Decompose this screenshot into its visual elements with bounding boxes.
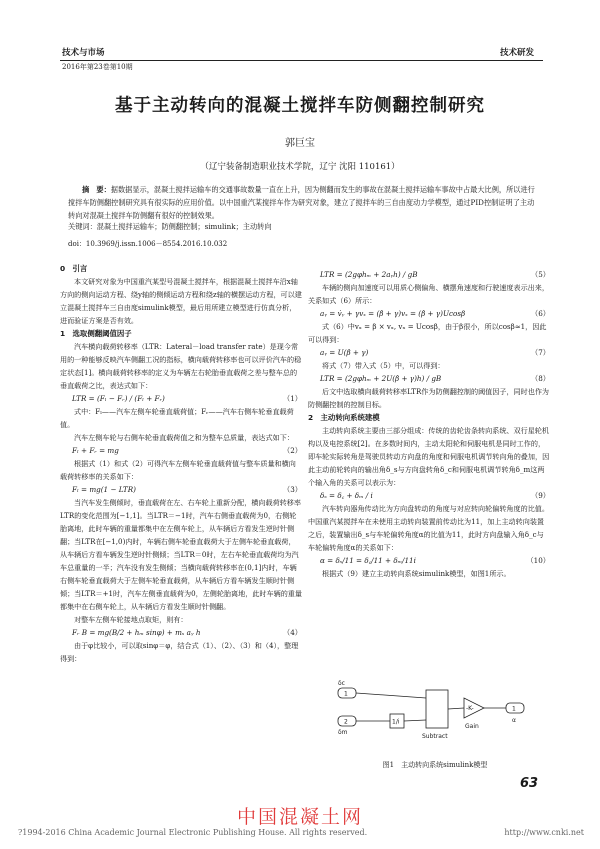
signal-line <box>404 720 426 721</box>
equation-body: Fₗ = mg(1 − LTR) <box>72 485 136 494</box>
paragraph: 汽车转向器角传动比为方向盘转动的角度与对应转向轮偏转角度的比值。中国重汽某搅拌车在未使用主动转向装置前传动比为11，加上主动转向装置之后，装置输出δ_s与车轮偏转角度α的比值为11，此时方向盘输入角δ_c与车轮偏转角度α的关系如下： <box>308 504 549 552</box>
signal-line <box>448 708 464 709</box>
paragraph: 根据式（9）建立主动转向系统simulink模型，如图1所示。 <box>322 569 511 578</box>
gain-k-label: -K- <box>466 705 474 712</box>
article-author: 郭巨宝 <box>285 138 315 149</box>
equation-body: LTR = (2gφhₘ + 2U(β̇ + γ)h) / gB <box>320 374 442 383</box>
equation-body: Fₗ + Fᵣ = mg <box>72 446 119 455</box>
simulink-diagram <box>318 676 552 764</box>
doi: doi：10.3969/j.issn.1006－8554.2016.10.032 <box>68 240 228 248</box>
equation-number: （3） <box>283 485 302 494</box>
output-label: α <box>512 717 516 724</box>
equation <box>308 489 550 502</box>
issue-info: 2016年第23卷第10期 <box>62 63 133 71</box>
copyright-line <box>18 828 584 837</box>
gain-label: Gain <box>465 723 479 730</box>
left-column <box>60 262 302 665</box>
equation-body: aᵧ = v̇ᵧ + γvₓ = (β̇ + γ)vₓ = (β̇ + γ)Ucosβ <box>320 309 466 318</box>
abstract-text: 据数据显示，混凝土搅拌运输车的交通事故数量一直在上升，因为侧翻而发生的事故在混凝土搅拌运输车事故中占最大比例，所以进行搅拌车防侧翻控制研究具有很实际的应用价值。以中国重汽某搅拌车作为研究对象，建立了搅拌车的三自由度动力学模型，通过PID控制证明了主动转向对混凝土搅拌车防侧翻有很好的控制效果。 <box>68 185 535 220</box>
paragraph: 汽车左侧车轮与右侧车轮垂直载荷值之和为整车总质量，表达式如下： <box>74 433 294 442</box>
paragraph: 主动转向系统主要由三部分组成：传统的齿轮齿条转向系统、双行星轮机构以及电控系统[2]。在多数时间内，主动太阳轮和伺服电机是同时工作的，即车轮实际转角是驾驶员转动方向盘的角度和伺服电机调节转向角的叠加，因此主动前轮转向的输出角δ_s与方向盘转角δ_c和伺服电机调节转角δ_m这两个输入角的关系可以表示为： <box>308 426 550 487</box>
paragraph: 当汽车发生侧倾时，垂直载荷在左、右车轮上重新分配，横向载荷转移率LTR的变化范围为[−1,1]。当LTR＝−1时，汽车右侧垂直载荷为0，右侧轮胎离地，此时车辆的重量都集中在左侧车轮上，从车辆后方看发生逆时针侧翻；当LTR在[−1,0)内时，车辆右侧车轮垂直载荷大于左侧车轮垂直载荷，从车辆后方看车辆发生逆时针侧倾；当LTR＝0时，左右车轮垂直载荷均为汽车总重量的一半；汽车没有发生侧倾；当横向载荷转移率在(0,1]内时，车辆右侧车轮垂直载荷大于左侧车轮垂直载荷，从车辆后方看车辆发生顺时针侧倾；当LTR＝+1时，汽车左侧垂直载荷为0，左侧轮胎离地，此时车辆的重量都集中在右侧车轮上，从车辆后方看发生顺时针侧翻。 <box>60 498 302 611</box>
article-affiliation: （辽宁装备制造职业技术学院，辽宁 沈阳 110161） <box>200 162 400 172</box>
right-column <box>308 268 550 580</box>
paragraph: 后文中选取横向载荷转移率LTR作为防侧翻控制的阈值因子，同时也作为防侧翻控制的控制目标。 <box>308 387 550 409</box>
port-number: 1 <box>344 690 348 698</box>
equation-body: LTR = (Fₗ − Fᵣ) / (Fₗ + Fᵣ) <box>72 394 165 403</box>
keywords: 关键词：混凝土搅拌运输车；防侧翻控制；simulink；主动转向 <box>68 222 272 231</box>
equation-number: （6） <box>531 309 550 318</box>
paragraph: 对整车左侧车轮接地点取矩，则有： <box>74 615 188 624</box>
paragraph: 汽车横向载荷转移率（LTR：Lateral－load transfer rate）是现今常用的一种能够反映汽车侧翻工况的指标，横向载荷转移率也可以评价汽车的稳定状态[1]。横向载荷转移率的定义为车辆左右轮胎垂直载荷之差与整车总的垂直载荷之比，表达式如下： <box>60 342 302 390</box>
paragraph: 式（6）中vₓ = β × vₓ, vₓ = Ucosβ，由于β很小，所以cosβ≈1，因此可以得到： <box>308 322 547 344</box>
paragraph: 本文研究对象为中国重汽某型号混凝土搅拌车，根据混凝土搅拌车沿x轴方向的侧向运动方程、绕y轴的侧倾运动方程和绕z轴的横摆运动方程，可以建立混凝土搅拌车三自由度simulink模型，最后用所建立模型进行仿真分析，进而验证方案是否有效。 <box>60 277 302 325</box>
input-label-delta-m: δm <box>338 729 348 736</box>
paragraph: 根据式（1）和式（2）可得汽车左侧车轮垂直载荷值与整车质量和横向载荷转移率的关系如下： <box>60 459 296 481</box>
equation <box>60 483 302 496</box>
equation <box>308 554 550 567</box>
equation <box>60 444 302 457</box>
equation-number: （1） <box>283 394 302 403</box>
equation-number: （4） <box>283 628 302 637</box>
subtract-label: Subtract <box>422 733 448 740</box>
article-title: 基于主动转向的混凝土搅拌车防侧翻控制研究 <box>115 96 485 116</box>
equation <box>308 346 550 359</box>
abstract-label: 摘 要： <box>82 185 111 194</box>
equation-body: Fᵣ B = mg(B/2 + hₘ sinφ) + mₛ aᵧ h <box>72 628 201 637</box>
equation-number: （8） <box>531 374 550 383</box>
paragraph: 车辆的侧向加速度可以用质心侧偏角、横摆角速度和行驶速度表示出来，关系如式（6）所示： <box>308 283 549 305</box>
equation <box>60 392 302 405</box>
watermark: 中国混凝土网 <box>236 806 363 828</box>
section-heading: 0 引言 <box>60 264 88 273</box>
equation-body: δₛ = δ꜀ + δₘ / i <box>320 491 373 500</box>
header-rule <box>60 60 543 61</box>
equation-number: （5） <box>531 270 550 279</box>
equation-number: （2） <box>283 446 302 455</box>
equation-number: （10） <box>526 556 550 565</box>
equation-body: aᵧ = U(β̇ + γ) <box>320 348 369 357</box>
section-heading: 1 选取侧翻阈值因子 <box>60 329 132 338</box>
equation-number: （7） <box>531 348 550 357</box>
port-number: 1 <box>512 705 516 713</box>
paragraph: 式中：Fₗ——汽车左侧车轮垂直载荷值；Fᵣ——汽车右侧车轮垂直载荷值。 <box>60 407 294 429</box>
equation-number: （9） <box>531 491 550 500</box>
paragraph: 将式（7）带入式（5）中，可以得到： <box>322 361 445 370</box>
figure-caption: 图1 主动转向系统simulink模型 <box>382 761 488 769</box>
gain-inverse-label: 1/i <box>392 718 400 726</box>
equation-body: α = δₛ/11 = δ꜀/11 + δₘ/11i <box>320 556 416 565</box>
subtract-block <box>426 690 448 728</box>
journal-section-right: 技术研发 <box>500 48 535 58</box>
cnki-link[interactable]: http://www.cnki.net <box>504 828 584 837</box>
copyright-text: ?1994-2016 China Academic Journal Electronic Publishing House. All rights reserved. <box>18 828 368 837</box>
journal-section-left: 技术与市场 <box>62 48 105 58</box>
equation <box>308 372 550 385</box>
signal-line <box>356 693 426 698</box>
abstract <box>68 183 536 222</box>
port-number: 2 <box>344 718 348 726</box>
section-heading: 2 主动转向系统建模 <box>308 413 380 422</box>
paragraph: 由于φ比较小，可以取sinφ＝φ，结合式（1）、（2）、（3）和（4），整理得到： <box>60 641 299 663</box>
page-number: 63 <box>520 776 539 791</box>
equation <box>308 307 550 320</box>
equation <box>60 626 302 639</box>
equation-body: LTR = (2gφhₘ + 2aᵧh) / gB <box>320 270 418 279</box>
input-label-delta-c: δc <box>338 680 345 687</box>
equation <box>308 268 550 281</box>
